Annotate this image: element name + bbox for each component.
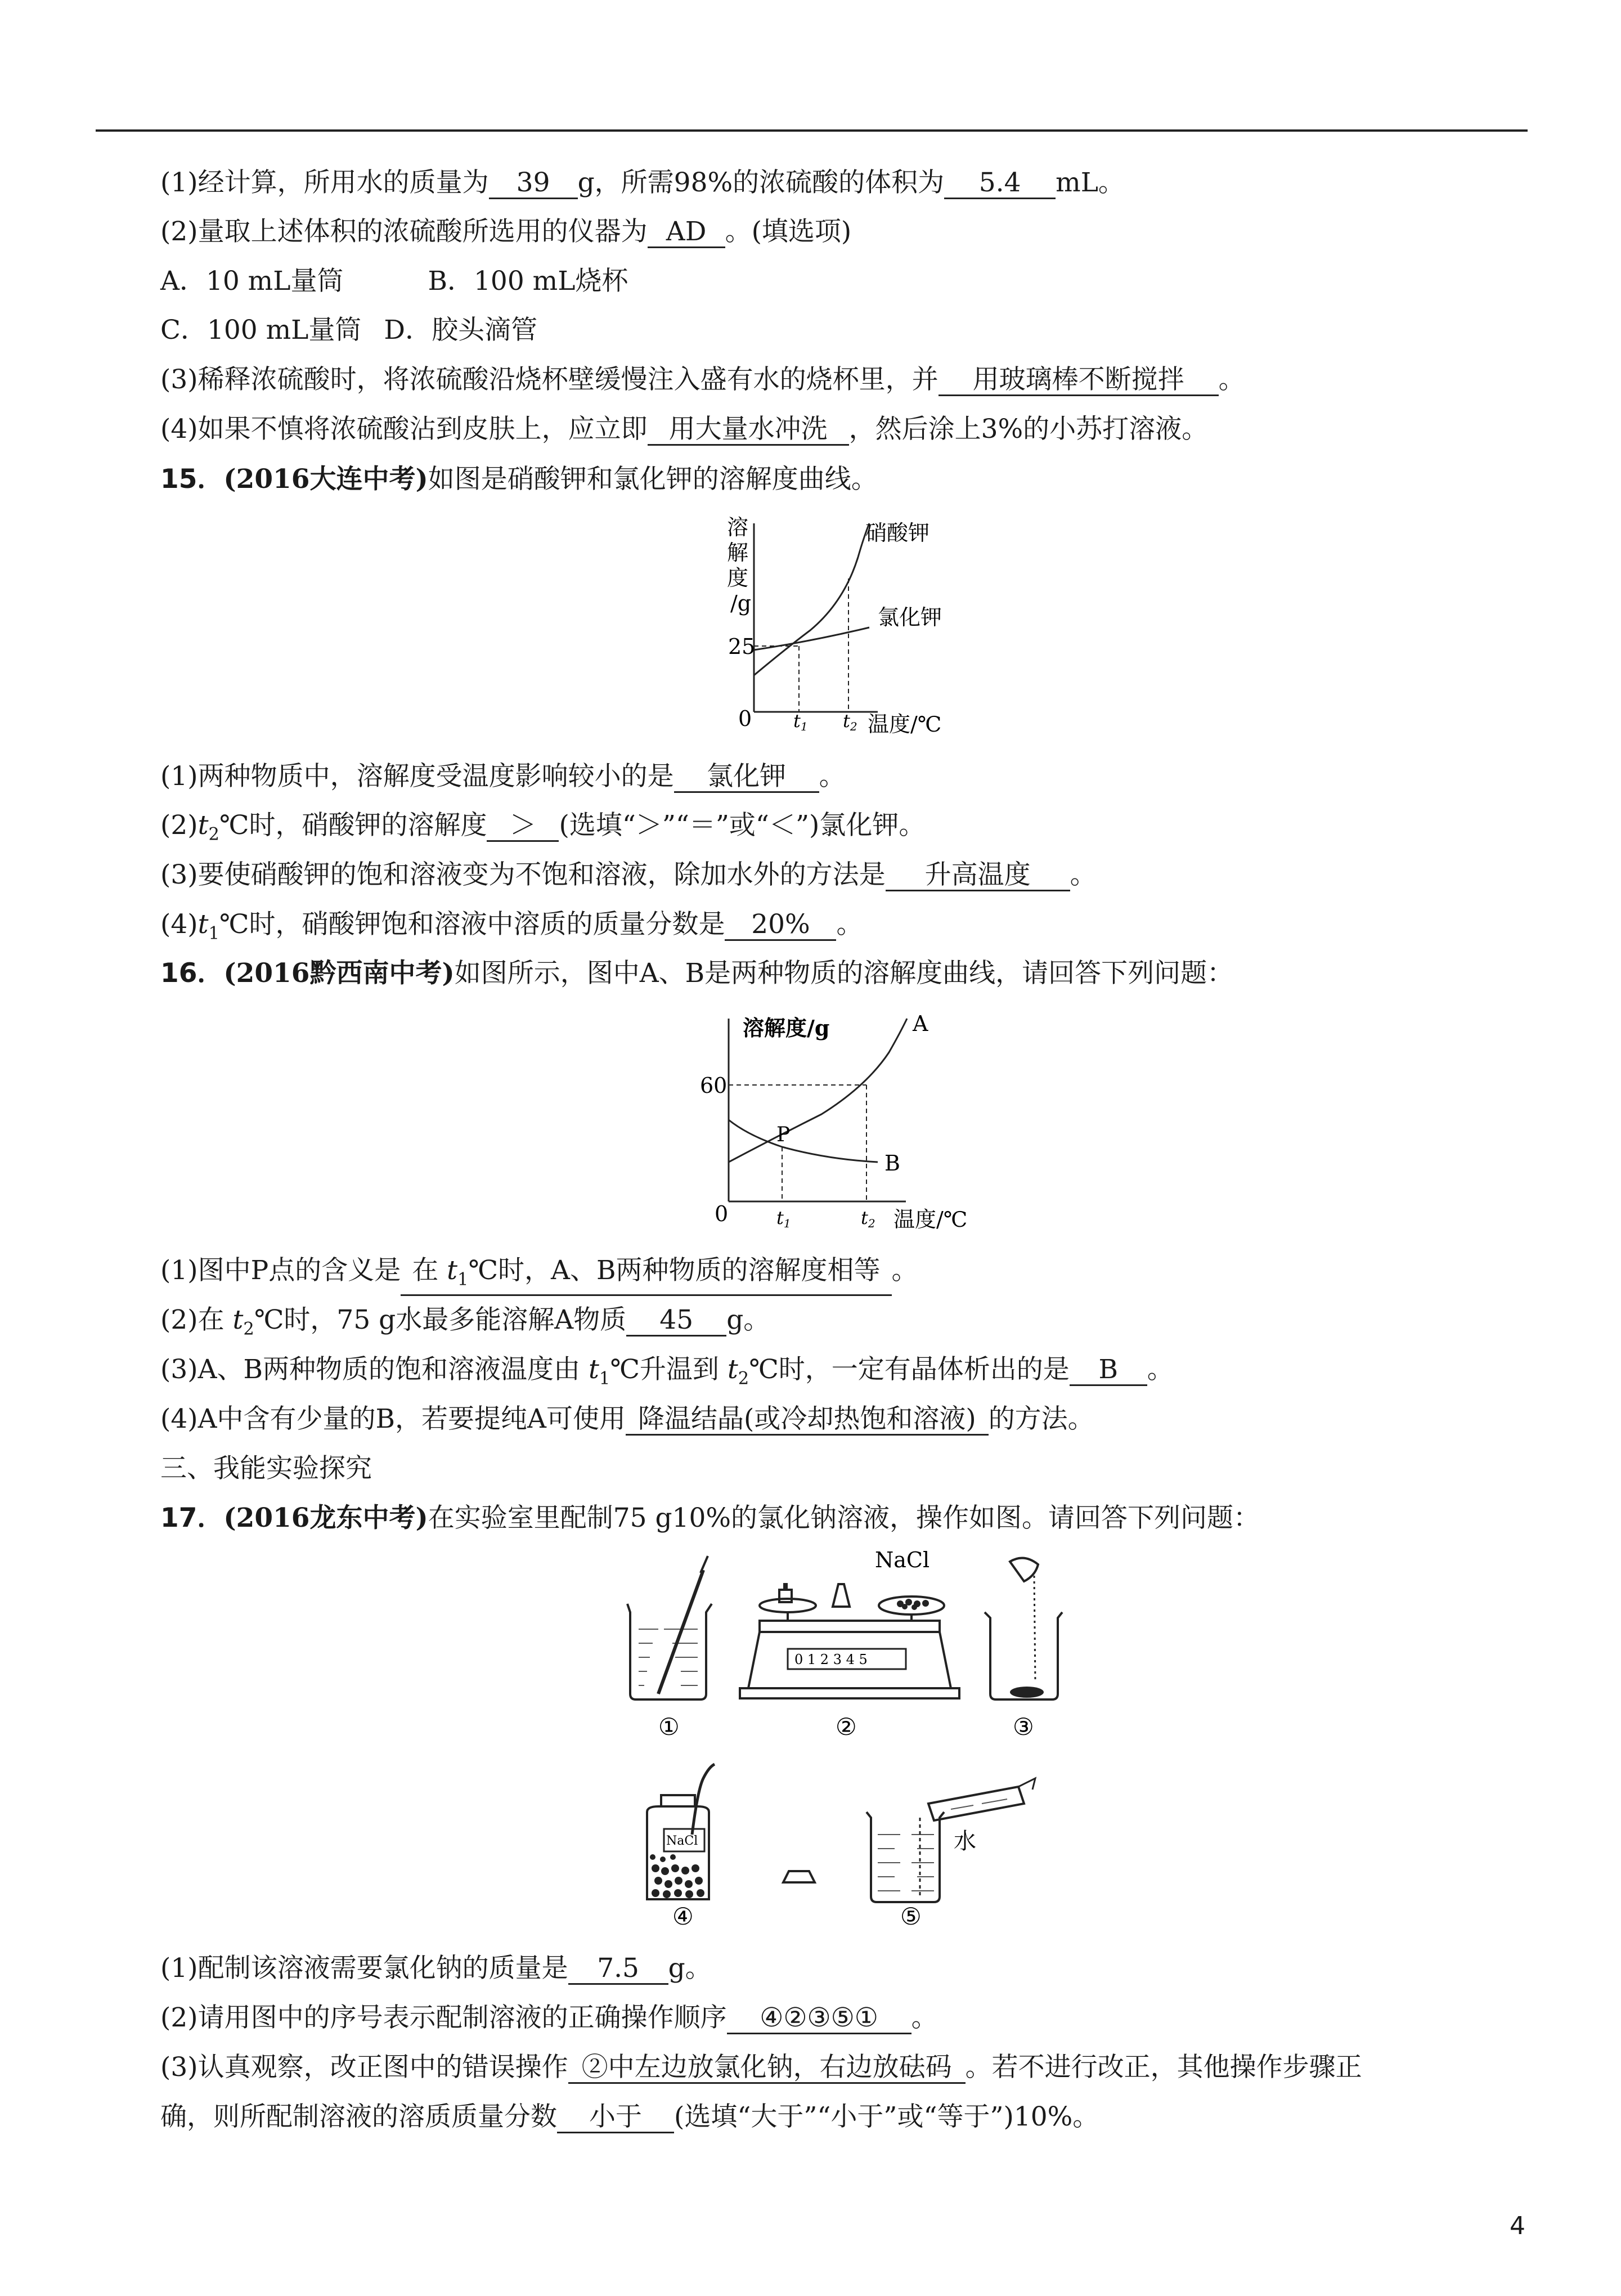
ylabel-3: 度 xyxy=(727,566,749,590)
ylabel-2: 解 xyxy=(727,540,749,565)
figure-label-5: ⑤ xyxy=(900,1903,922,1930)
q17-part2: (2)请用图中的序号表示配制溶液的正确操作顺序 ④②③⑤① 。 xyxy=(160,2002,938,2033)
answer-blank: B xyxy=(1070,1355,1147,1386)
figure-label-4: ④ xyxy=(672,1903,694,1930)
ylabel-4: /g xyxy=(730,591,752,616)
t2-label: t2 xyxy=(861,1207,875,1230)
q15-part1: (1)两种物质中，溶解度受温度影响较小的是 氯化钾 。 xyxy=(160,761,846,792)
q14-options-cd: C．100 mL量筒 D．胶头滴管 xyxy=(160,315,538,346)
answer-blank: 7.5 xyxy=(568,1954,668,1985)
series-a-label: A xyxy=(913,1011,928,1036)
q16-stem: 16．(2016黔西南中考)如图所示，图中A、B是两种物质的溶解度曲线，请回答下列问题： xyxy=(160,958,1234,989)
header-rule xyxy=(96,129,1528,132)
q15-part3: (3)要使硝酸钾的饱和溶液变为不饱和溶液，除加水外的方法是 升高温度 。 xyxy=(160,859,1097,890)
t1-label: t1 xyxy=(776,1207,791,1230)
q16-part2: (2)在 $t_2℃$时，75 g水最多能溶解A物质 45 g。 xyxy=(160,1304,770,1339)
q14-part3: (3)稀释浓硫酸时，将浓硫酸沿烧杯壁缓慢注入盛有水的烧杯里，并 用玻璃棒不断搅拌 。 xyxy=(160,364,1245,395)
q15-stem: 15．(2016大连中考)如图是硝酸钾和氯化钾的溶解度曲线。 xyxy=(160,464,878,495)
q14-part2: (2)量取上述体积的浓硫酸所选用的仪器为 AD 。(填选项) xyxy=(160,216,852,247)
q17-part3-cont: 确，则所配制溶液的溶质质量分数 小于 (选填“大于”“小于”或“等于”)10%。 xyxy=(160,2101,1099,2132)
answer-blank: 氯化钾 xyxy=(674,762,819,793)
series-kno3-label: 硝酸钾 xyxy=(865,521,930,545)
ylabel-1: 溶 xyxy=(727,515,749,540)
q15-solubility-chart xyxy=(726,512,973,748)
figure-label-1: ① xyxy=(658,1713,680,1741)
answer-blank: 降温结晶(或冷却热饱和溶液) xyxy=(626,1405,989,1436)
y-axis-label: 溶解度/g xyxy=(743,1015,830,1041)
q16-part4: (4)A中含有少量的B，若要提纯A可使用 降温结晶(或冷却热饱和溶液) 的方法。 xyxy=(160,1403,1094,1434)
t2-label: t2 xyxy=(843,710,857,733)
x-axis-label: 温度/℃ xyxy=(868,712,942,737)
q15-part2: $(2)t_2℃$时，硝酸钾的溶解度 ＞ (选填“＞”“＝”或“＜”)氯化钾。 xyxy=(160,810,926,845)
q14-options-ab: A．10 mL量筒 B．100 mL烧杯 xyxy=(160,266,628,297)
q17-part1: (1)配制该溶液需要氯化钠的质量是 7.5 g。 xyxy=(160,1953,712,1984)
t1-label: t1 xyxy=(793,710,808,733)
q16-part3: (3)A、B两种物质的饱和溶液温度由 $t_1℃$升温到 $t_2℃$时，一定有晶体析出的是 B 。 xyxy=(160,1354,1174,1389)
answer-blank: 小于 xyxy=(557,2102,674,2133)
q17-figure-row2 xyxy=(636,1756,1041,1936)
answer-blank: 用大量水冲洗 xyxy=(648,415,849,446)
q17-stem: 17．(2016龙东中考)在实验室里配制75 g10%的氯化钠溶液，操作如图。请回答下列问题： xyxy=(160,1503,1260,1533)
beaker-stirring-icon xyxy=(627,1556,712,1699)
answer-blank: 升高温度 xyxy=(886,860,1070,891)
figure-label-3: ③ xyxy=(1013,1713,1034,1741)
answer-blank: 45 xyxy=(626,1306,726,1337)
nacl-label: NaCl xyxy=(875,1550,930,1572)
origin-label: 0 xyxy=(738,706,752,731)
point-p-label: P xyxy=(776,1123,791,1146)
answer-blank: ④②③⑤① xyxy=(727,2003,911,2034)
kno3-curve xyxy=(754,523,869,675)
balance-scale-icon xyxy=(740,1550,959,1698)
figure-label-2: ② xyxy=(836,1713,857,1741)
q17-part3: (3)认真观察，改正图中的错误操作 ②中左边放氯化钠，右边放砝码 。若不进行改正，其他操作步骤正 xyxy=(160,2052,1362,2083)
q16-part1: (1)图中P点的含义是 在 $t_1℃$时，A、B两种物质的溶解度相等 。 xyxy=(160,1254,918,1296)
beaker-pouring-icon xyxy=(985,1558,1062,1699)
section-title: 三、我能实验探究 xyxy=(160,1453,372,1484)
answer-blank: 5.4 xyxy=(944,168,1056,199)
graduated-cylinder-pour-icon xyxy=(866,1778,1035,1902)
answer-blank: ②中左边放氯化钠，右边放砝码 xyxy=(568,2053,966,2084)
q14-part4: (4)如果不慎将浓硫酸沾到皮肤上，应立即 用大量水冲洗 ，然后涂上3%的小苏打溶液。 xyxy=(160,414,1209,445)
curve-b xyxy=(729,1120,878,1162)
jar-label: NaCl xyxy=(666,1834,698,1848)
page-number: 4 xyxy=(1510,2212,1525,2240)
answer-blank: 39 xyxy=(489,168,578,199)
series-b-label: B xyxy=(884,1151,900,1176)
q15-part4: $(4)t_1℃$时，硝酸钾饱和溶液中溶质的质量分数是 20% 。 xyxy=(160,909,863,944)
water-label: 水 xyxy=(954,1828,976,1854)
origin-label: 0 xyxy=(715,1201,729,1226)
stopper-icon xyxy=(783,1871,815,1882)
answer-blank: 20% xyxy=(725,910,836,941)
x-axis-label: 温度/℃ xyxy=(893,1207,968,1232)
answer-blank: 用玻璃棒不断搅拌 xyxy=(939,365,1219,396)
y-tick-25: 25 xyxy=(728,634,756,659)
answer-blank: 在 $t_1℃$时，A、B两种物质的溶解度相等 xyxy=(401,1256,891,1296)
q17-figure-3 xyxy=(968,1550,1080,1753)
reagent-jar-icon xyxy=(647,1764,715,1899)
answer-blank: AD xyxy=(648,217,725,248)
series-kcl-label: 氯化钾 xyxy=(878,605,942,630)
answer-blank: ＞ xyxy=(487,811,559,842)
scale-numbers: 0 1 2 3 4 5 xyxy=(794,1652,868,1667)
y-tick-60: 60 xyxy=(700,1073,728,1098)
q14-part1: (1)经计算，所用水的质量为 39 g，所需98%的浓硫酸的体积为 5.4 mL。 xyxy=(160,167,1125,198)
q16-solubility-chart xyxy=(692,1007,996,1244)
